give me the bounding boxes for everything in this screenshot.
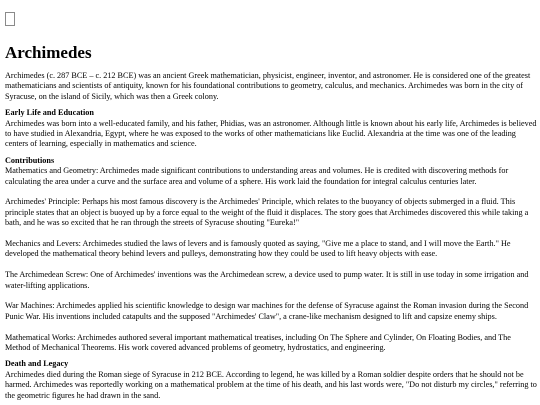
section-contributions xyxy=(5,156,537,354)
contribution-paragraph-works: Mathematical Works: Archimedes authored several important mathematical treatises, including On The Sphere and Cylinder, On Floating Bodies, and The Method of Mechanical Theorems. His work covered advanced problems of geometry, hydrostatics, and engineering. xyxy=(5,332,511,353)
contribution-paragraph-levers: Mechanics and Levers: Archimedes studied the laws of levers and is famously quoted as saying, "Give me a place to stand, and I will move the Earth." He developed the mathematical theory behind levers and pulleys, demonstrating how they could be used to lift heavy objects with ease. xyxy=(5,239,511,259)
contribution-paragraph-mathematics: Mathematics and Geometry: Archimedes made significant contributions to understanding areas and volumes. He is credited with discovering methods for calculating the area under a curve and the surface area and volume of a sphere. His work laid the foundation for integral calculus centuries later. xyxy=(5,166,509,186)
section-heading-death-legacy: Death and Legacy xyxy=(5,359,69,369)
section-death-legacy xyxy=(5,359,537,401)
broken-image-icon xyxy=(5,12,15,26)
contribution-paragraph-war-machines: War Machines: Archimedes applied his scientific knowledge to design war machines for the defense of Syracuse against the Roman invasion during the Second Punic War. His inventions included catapults and the supposed "Archimedes' Claw", a crane-like mechanism designed to lift and capsize enemy ships. xyxy=(5,301,529,321)
section-heading-early-life: Early Life and Education xyxy=(5,108,94,118)
death-legacy-paragraph: Archimedes died during the Roman siege of Syracuse in 212 BCE. According to legend, he was killed by a Roman soldier despite orders that he should not be harmed. Archimedes was reportedly working on a mathematical problem at the time of his death, and his last words were, "Do not disturb my circles," referring to the geometric figures he had drawn in the sand. xyxy=(5,369,537,400)
page-title: Archimedes xyxy=(5,43,92,62)
contribution-paragraph-screw: The Archimedean Screw: One of Archimedes' inventions was the Archimedean screw, a device used to pump water. It is still in use today in some irrigation and water-lifting applications. xyxy=(5,270,529,290)
intro-paragraph: Archimedes (c. 287 BCE – c. 212 BCE) was an ancient Greek mathematician, physicist, engineer, inventor, and astronomer. He is considered one of the greatest mathematicians and scientists of antiquity, known for his foundational contributions to geometry, calculus, and mechanics. Archimedes was born in the city of Syracuse, on the island of Sicily, which was then a Greek colony. xyxy=(5,71,531,101)
article-content xyxy=(5,42,537,401)
contribution-paragraph-principle: Archimedes' Principle: Perhaps his most famous discovery is the Archimedes' Principle, which relates to the buoyancy of objects submerged in a fluid. This principle states that an object is buoyed up by a force equal to the weight of the fluid it displaces. The story goes that Archimedes discovered this while taking a bath, and he was so excited that he ran through the streets of Syracuse shouting "Eureka!" xyxy=(5,197,529,228)
section-early-life xyxy=(5,108,537,150)
early-life-paragraph: Archimedes was born into a well-educated family, and his father, Phidias, was an astronomer. Although little is known about his early life, Archimedes is believed to have studied in Alexandria, Egypt, where he was exposed to the works of other mathematicians like Euclid. Alexandria at the time was one of the leading centers of learning, especially in mathematics and science. xyxy=(5,118,537,149)
section-heading-contributions: Contributions xyxy=(5,155,55,165)
